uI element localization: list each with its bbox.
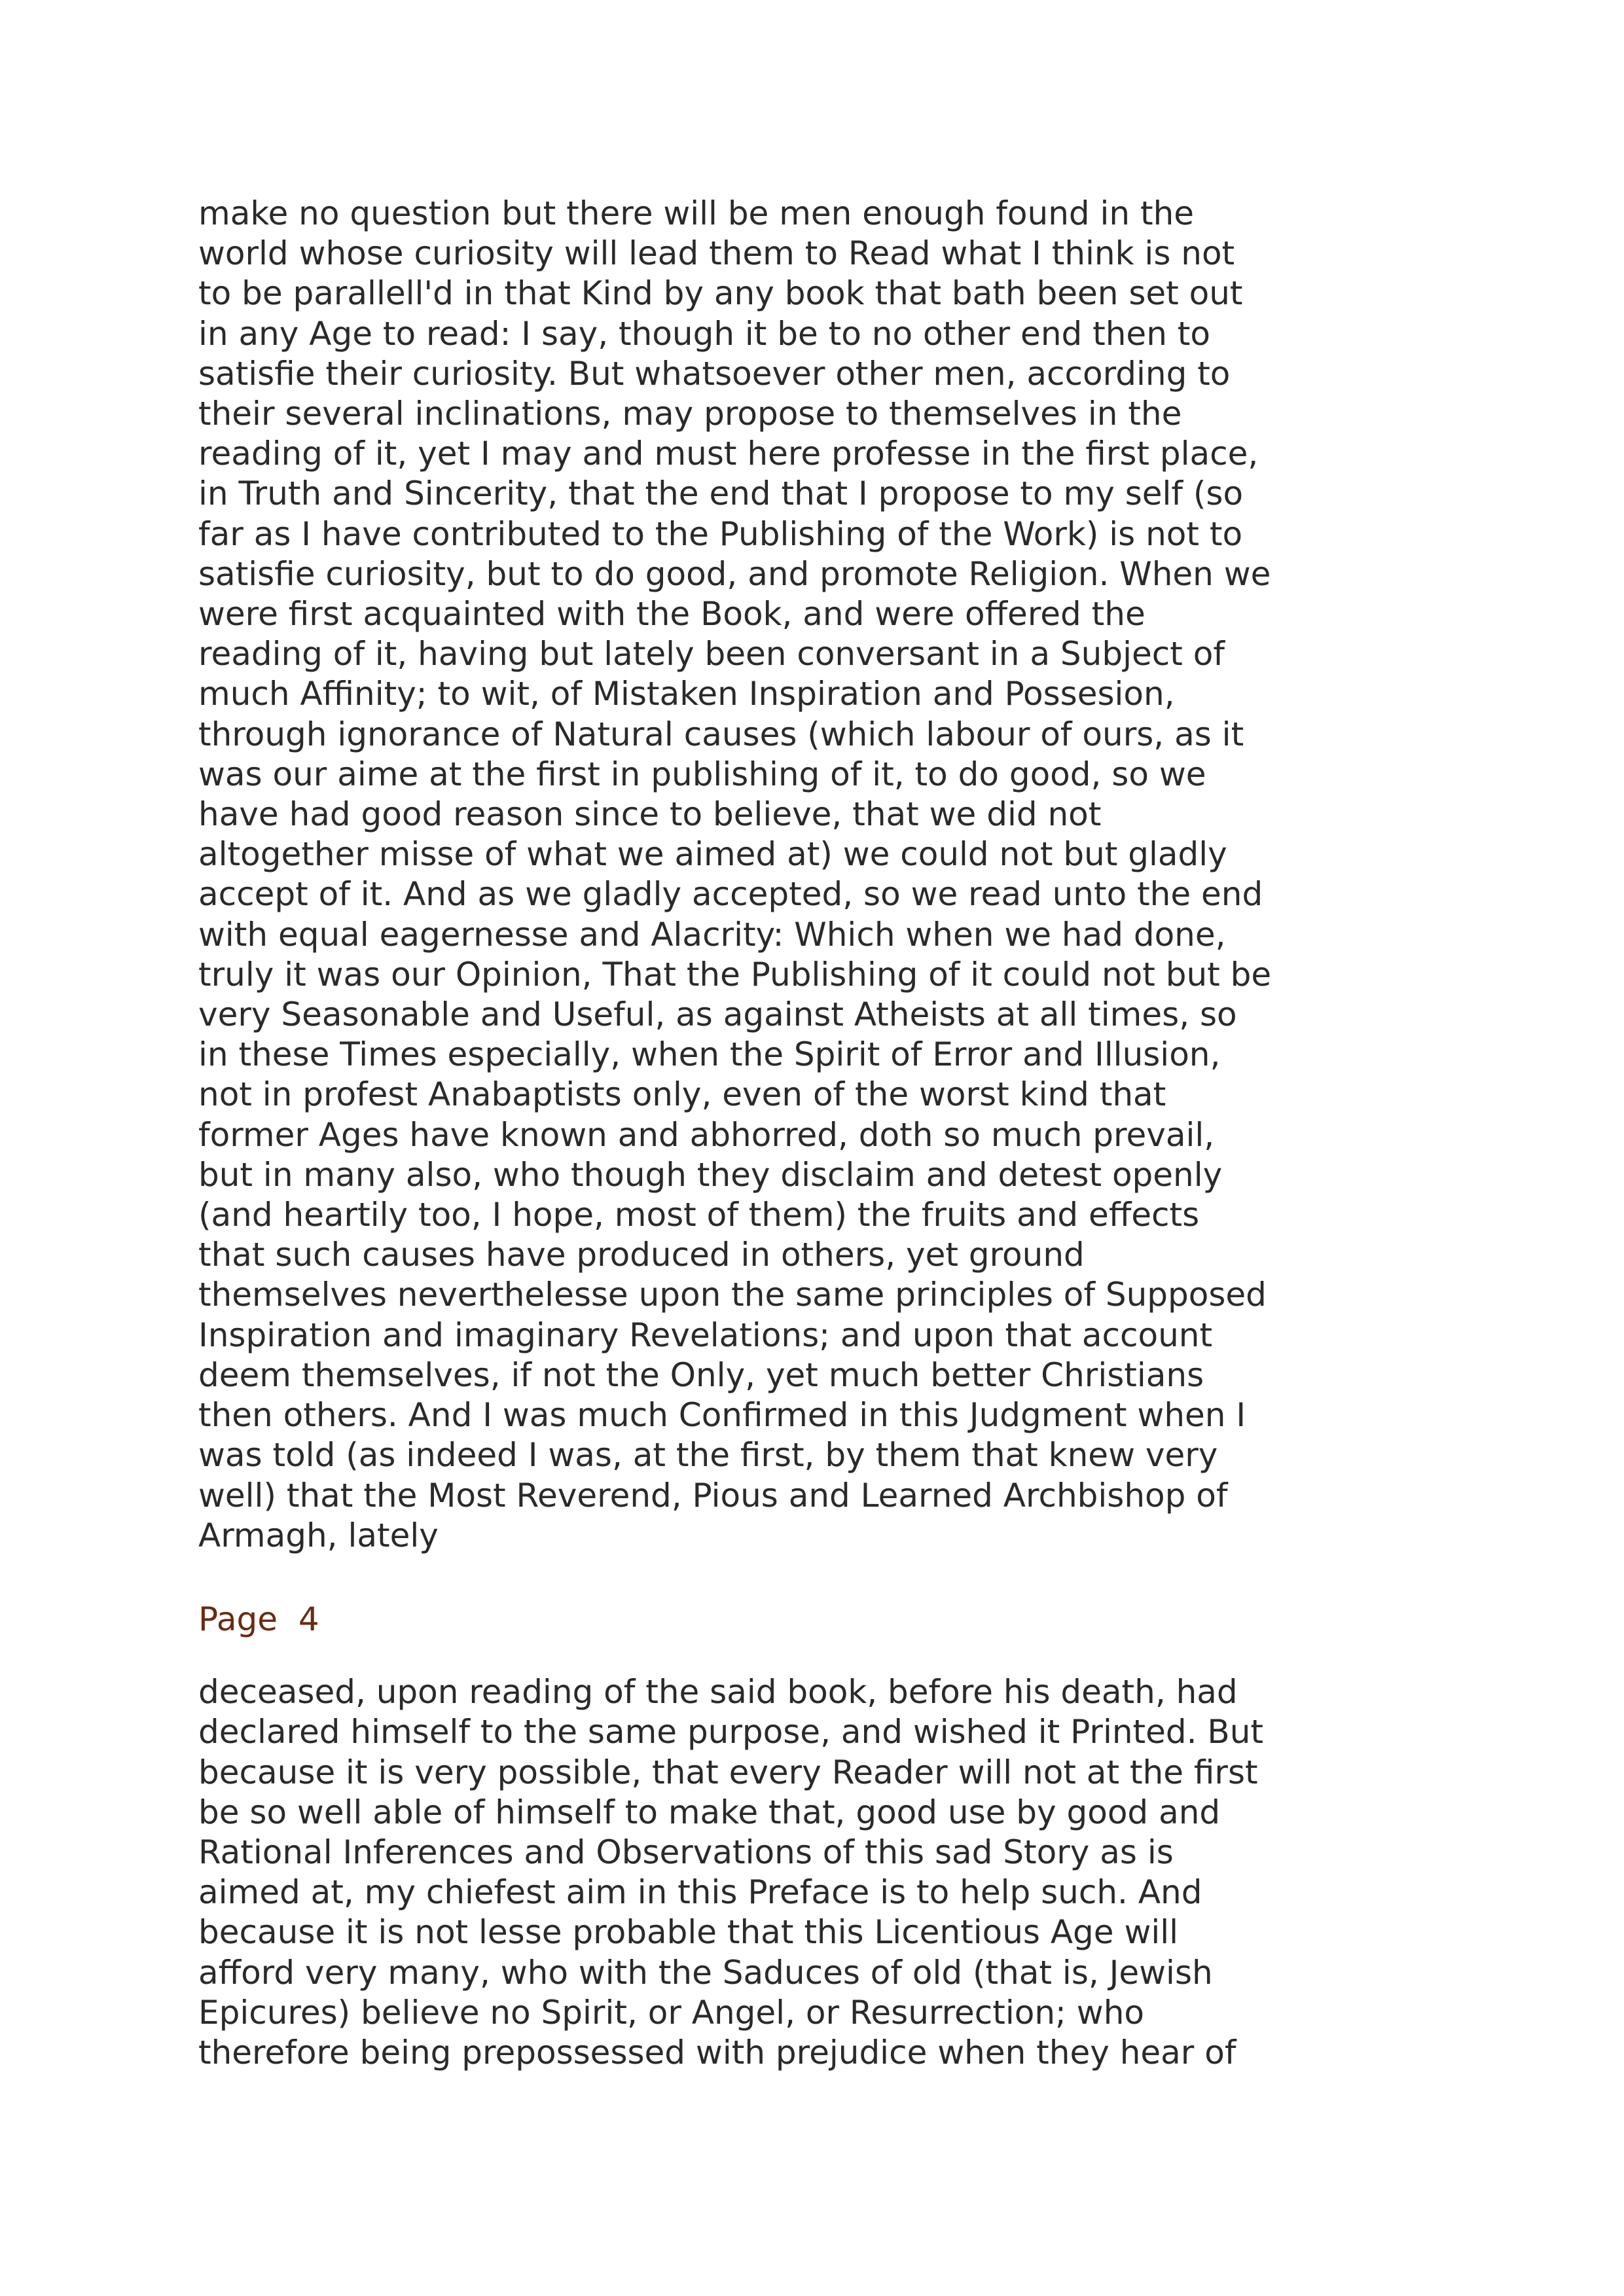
text-line: well) that the Most Reverend, Pious and Learned Archbishop of	[198, 1476, 1228, 1515]
page-marker-number: 4	[298, 1600, 319, 1638]
text-line: make no question but there will be men enough found in the	[198, 194, 1195, 232]
text-line: former Ages have known and abhorred, doth so much prevail,	[198, 1115, 1215, 1154]
text-line: accept of it. And as we gladly accepted, so we read unto the end	[198, 875, 1263, 914]
text-line: reading of it, yet I may and must here professe in the first place,	[198, 435, 1259, 473]
text-block-after	[198, 1672, 1442, 2073]
text-line: Inspiration and imaginary Revelations; and upon that account	[198, 1316, 1213, 1354]
text-line: satisfie curiosity, but to do good, and promote Religion. When we	[198, 554, 1271, 593]
text-line: Rational Inferences and Observations of this sad Story as is	[198, 1833, 1174, 1871]
text-line: aimed at, my chiefest aim in this Preface is to help such. And	[198, 1873, 1202, 1912]
text-line: with equal eagernesse and Alacrity: Which when we had done,	[198, 915, 1226, 954]
text-line: because it is very possible, that every Reader will not at the first	[198, 1753, 1258, 1791]
text-line: in these Times especially, when the Spirit of Error and Illusion,	[198, 1035, 1221, 1074]
text-line: was our aime at the first in publishing of it, to do good, so we	[198, 755, 1206, 793]
text-line: because it is not lesse probable that this Licentious Age will	[198, 1913, 1179, 1952]
text-line: Armagh, lately	[198, 1516, 439, 1554]
text-line: then others. And I was much Confirmed in this Judgment when I	[198, 1396, 1246, 1435]
page-marker-label: Page	[198, 1600, 278, 1638]
page-number-marker	[198, 1600, 1442, 1640]
text-line: therefore being prepossessed with prejudice when they hear of	[198, 2033, 1236, 2072]
text-line: (and heartily too, I hope, most of them) the fruits and effects	[198, 1196, 1200, 1234]
text-line: have had good reason since to believe, that we did not	[198, 795, 1102, 834]
text-line: very Seasonable and Useful, as against Atheists at all times, so	[198, 996, 1237, 1034]
text-line: that such causes have produced in others, yet ground	[198, 1236, 1085, 1274]
text-line: truly it was our Opinion, That the Publishing of it could not but be	[198, 955, 1272, 994]
text-line: their several inclinations, may propose to themselves in the	[198, 395, 1182, 433]
document-page	[198, 194, 1442, 2073]
text-line: deceased, upon reading of the said book, before his death, had	[198, 1673, 1238, 1712]
text-line: but in many also, who though they disclaim and detest openly	[198, 1155, 1223, 1194]
text-line: Epicures) believe no Spirit, or Angel, or Resurrection; who	[198, 1993, 1144, 2032]
text-line: to be parallell'd in that Kind by any book that bath been set out	[198, 274, 1243, 313]
text-line: declared himself to the same purpose, and wished it Printed. But	[198, 1713, 1264, 1751]
text-block-before	[198, 194, 1442, 1556]
text-line: in any Age to read: I say, though it be to no other end then to	[198, 314, 1210, 353]
text-line: deem themselves, if not the Only, yet much better Christians	[198, 1355, 1204, 1394]
text-line: satisfie their curiosity. But whatsoever other men, according to	[198, 354, 1231, 393]
text-line: reading of it, having but lately been conversant in a Subject of	[198, 635, 1225, 673]
text-line: afford very many, who with the Saduces of old (that is, Jewish	[198, 1953, 1213, 1992]
text-line: not in profest Anabaptists only, even of the worst kind that	[198, 1075, 1166, 1114]
text-line: in Truth and Sincerity, that the end that I propose to my self (so	[198, 475, 1244, 513]
text-line: was told (as indeed I was, at the first, by them that knew very	[198, 1436, 1218, 1475]
text-line: much Affinity; to wit, of Mistaken Inspiration and Possesion,	[198, 675, 1175, 713]
text-line: through ignorance of Natural causes (which labour of ours, as it	[198, 715, 1244, 753]
text-line: far as I have contributed to the Publishing of the Work) is not to	[198, 514, 1243, 553]
text-line: were first acquainted with the Book, and were offered the	[198, 595, 1146, 634]
text-line: altogether misse of what we aimed at) we could not but gladly	[198, 835, 1227, 874]
text-line: world whose curiosity will lead them to Read what I think is not	[198, 234, 1235, 273]
text-line: themselves neverthelesse upon the same principles of Supposed	[198, 1276, 1267, 1314]
text-line: be so well able of himself to make that, good use by good and	[198, 1793, 1221, 1831]
